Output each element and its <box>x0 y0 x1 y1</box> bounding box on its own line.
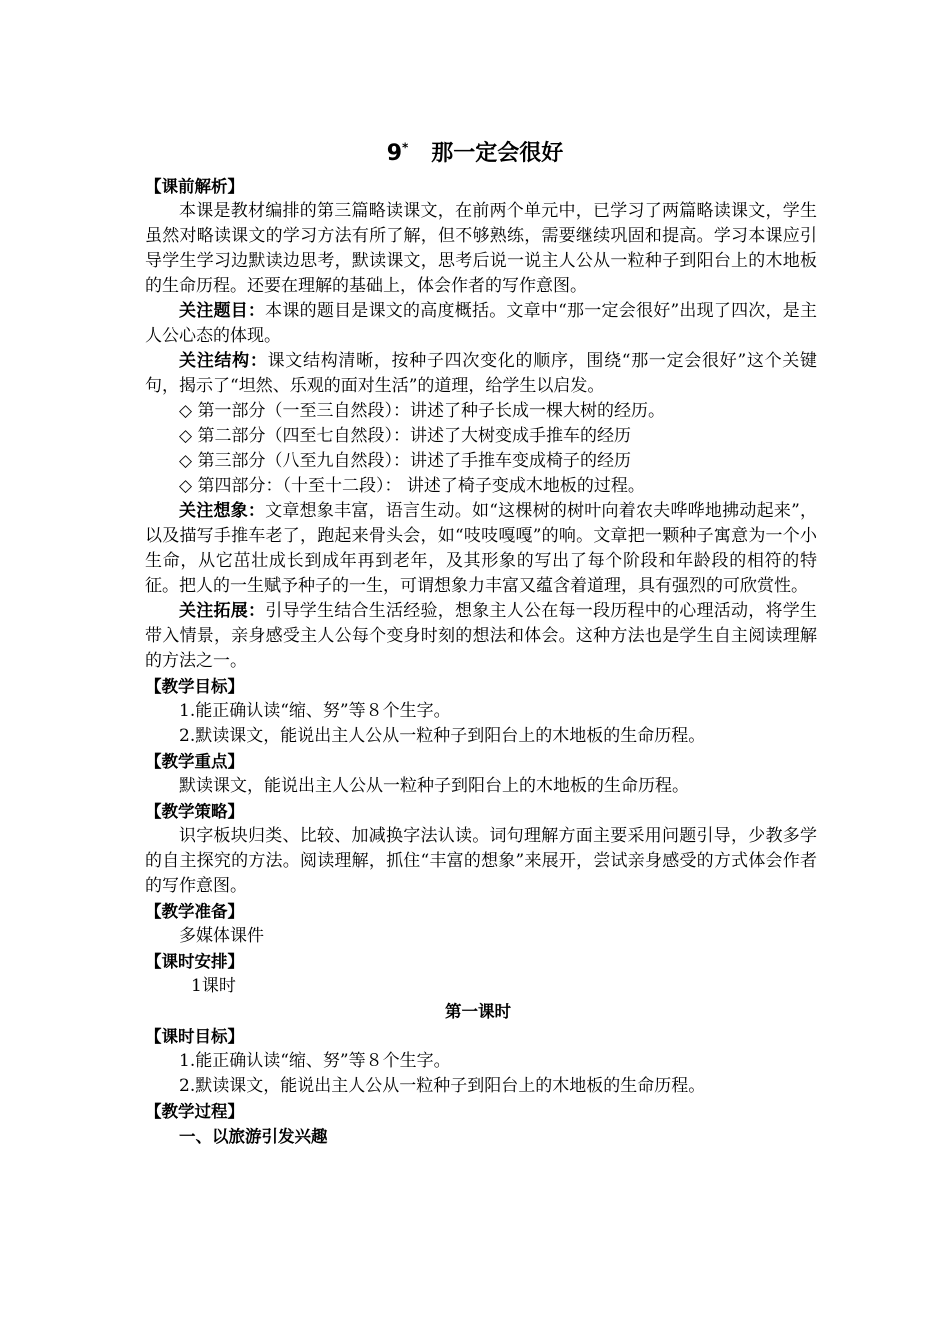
section-heading-preparation: 【教学准备】 <box>145 902 244 921</box>
focus-extension-paragraph <box>145 599 817 674</box>
section-heading-schedule: 【课时安排】 <box>145 952 244 971</box>
section-heading-process: 【教学过程】 <box>145 1102 244 1121</box>
preparation-text: 多媒体课件 <box>179 926 264 946</box>
structure-part: ◇ 第四部分：（十至十二段）： 讲述了椅子变成木地板的过程。 <box>179 476 645 496</box>
teaching-goal-item: 1.能正确认读“缩、努”等８个生字。 <box>179 701 451 721</box>
focus-imagination-paragraph <box>145 499 817 599</box>
section-heading-teaching-goals: 【教学目标】 <box>145 677 244 696</box>
focus-title-text: 本课的题目是课文的高度概括。文章中“那一定会很好”出现了四次，是主人公心态的体现。 <box>145 301 817 346</box>
structure-part: ◇ 第二部分（四至七自然段）：讲述了大树变成手推车的经历 <box>179 426 631 446</box>
optional-reading-mark: * <box>402 140 409 155</box>
teaching-goal-item: 2.默读课文，能说出主人公从一粒种子到阳台上的木地板的生命历程。 <box>179 726 706 746</box>
focus-title-label: 关注题目： <box>179 301 266 321</box>
pre-analysis-intro: 本课是教材编排的第三篇略读课文，在前两个单元中，已学习了两篇略读课文，学生虽然对略读课文的学习方法有所了解，但不够熟练，需要继续巩固和提高。学习本课应引导学生学习边默读边思考，默读课文，思考后说一说主人公从一粒种子到阳台上的木地板的生命历程。还要在理解的基础上，体会作者的写作意图。 <box>145 201 817 296</box>
section-heading-pre-analysis: 【课前解析】 <box>145 177 244 196</box>
lesson-number: 9 <box>386 141 403 166</box>
key-points-text: 默读课文，能说出主人公从一粒种子到阳台上的木地板的生命历程。 <box>179 776 689 796</box>
document-title <box>0 136 950 167</box>
focus-extension-label: 关注拓展： <box>179 601 266 621</box>
focus-imagination-label: 关注想象： <box>179 501 266 521</box>
schedule-text: 1课时 <box>191 976 236 996</box>
process-step-one: 一、以旅游引发兴趣 <box>179 1127 328 1146</box>
strategy-text: 识字板块归类、比较、加减换字法认读。词句理解方面主要采用问题引导，少教多学的自主探究的方法。阅读理解，抓住“丰富的想象”来展开，尝试亲身感受的方式体会作者的写作意图。 <box>145 826 817 896</box>
section-heading-strategy: 【教学策略】 <box>145 802 244 821</box>
focus-extension-text: 引导学生结合生活经验，想象主人公在每一段历程中的心理活动，将学生带入情景，亲身感受主人公每个变身时刻的想法和体会。这种方法也是学生自主阅读理解的方法之一。 <box>145 601 817 671</box>
focus-imagination-text: 文章想象丰富，语言生动。如“这棵树的树叶向着农夫哗哗地拂动起来”，以及描写手推车老了，跑起来骨头会，如“吱吱嘎嘎”的响。文章把一颗种子寓意为一个小生命，从它茁壮成长到成年再到老年，及其形象的写出了每个阶段和年龄段的相符的特征。把人的一生赋予种子的一生，可谓想象力丰富又蕴含着道理，具有强烈的可欣赏性。 <box>145 501 817 596</box>
section-heading-lesson-goals: 【课时目标】 <box>145 1027 244 1046</box>
focus-structure-paragraph <box>145 349 817 399</box>
focus-title-paragraph <box>145 299 817 349</box>
structure-part: ◇ 第三部分（八至九自然段）：讲述了手推车变成椅子的经历 <box>179 451 631 471</box>
focus-structure-text: 课文结构清晰，按种子四次变化的顺序，围绕“那一定会很好”这个关键句，揭示了“坦然、乐观的面对生活”的道理，给学生以启发。 <box>145 351 817 396</box>
document-body <box>145 174 817 1149</box>
lesson-one-title: 第一课时 <box>445 1002 511 1021</box>
section-heading-key-points: 【教学重点】 <box>145 752 244 771</box>
lesson-goal-item: 2.默读课文，能说出主人公从一粒种子到阳台上的木地板的生命历程。 <box>179 1076 706 1096</box>
lesson-goal-item: 1.能正确认读“缩、努”等８个生字。 <box>179 1051 451 1071</box>
focus-structure-label: 关注结构： <box>179 351 268 371</box>
structure-part: ◇ 第一部分（一至三自然段）：讲述了种子长成一棵大树的经历。 <box>179 401 665 421</box>
lesson-title: 那一定会很好 <box>431 141 564 166</box>
